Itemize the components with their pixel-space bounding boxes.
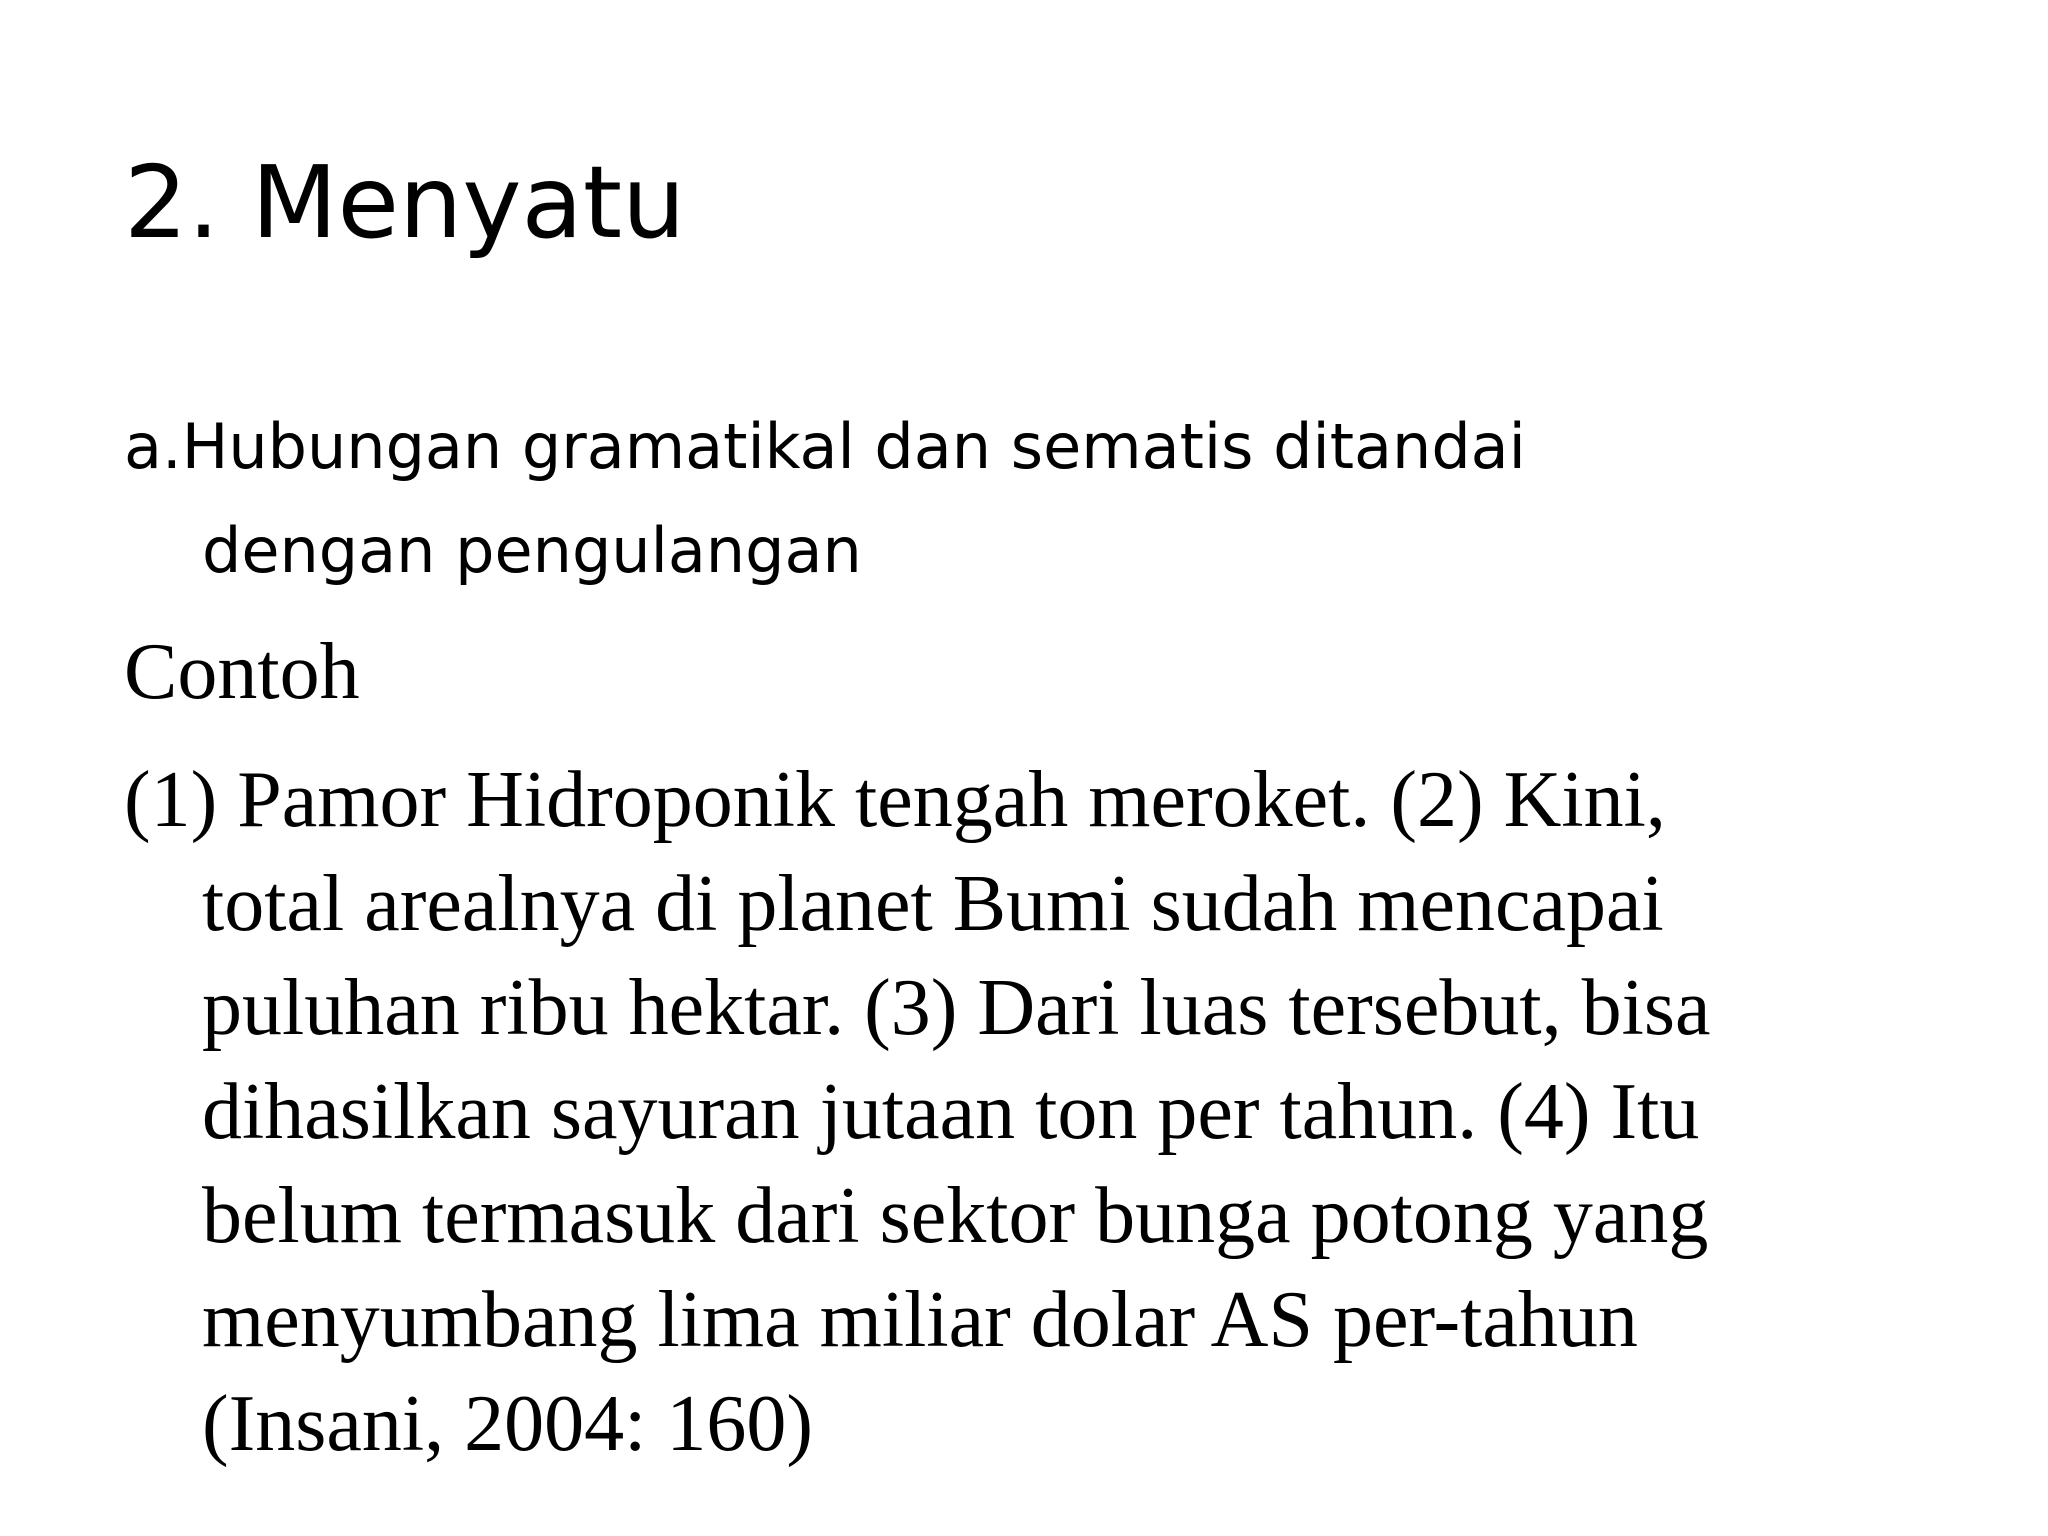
example-line: dihasilkan sayuran jutaan ton per tahun. (4) Itu [202,1068,1700,1156]
example-citation: (Insani, 2004: 160) [202,1380,814,1468]
sub-point-line: a.Hubungan gramatikal dan sematis ditandai [124,410,1526,483]
example-label: Contoh [124,628,360,716]
example-line: puluhan ribu hektar. (3) Dari luas tersebut, bisa [202,964,1711,1052]
example-line: belum termasuk dari sektor bunga potong yang [202,1172,1709,1260]
example-line: menyumbang lima miliar dolar AS per-tahun [202,1276,1638,1364]
example-line: total arealnya di planet Bumi sudah mencapai [202,860,1664,948]
sub-point-line: dengan pengulangan [202,514,862,587]
example-line: (1) Pamor Hidroponik tengah meroket. (2) Kini, [124,756,1666,844]
slide-title: 2. Menyatu [124,144,686,261]
sub-point-a [124,395,1984,603]
example-paragraph [124,748,2004,1476]
